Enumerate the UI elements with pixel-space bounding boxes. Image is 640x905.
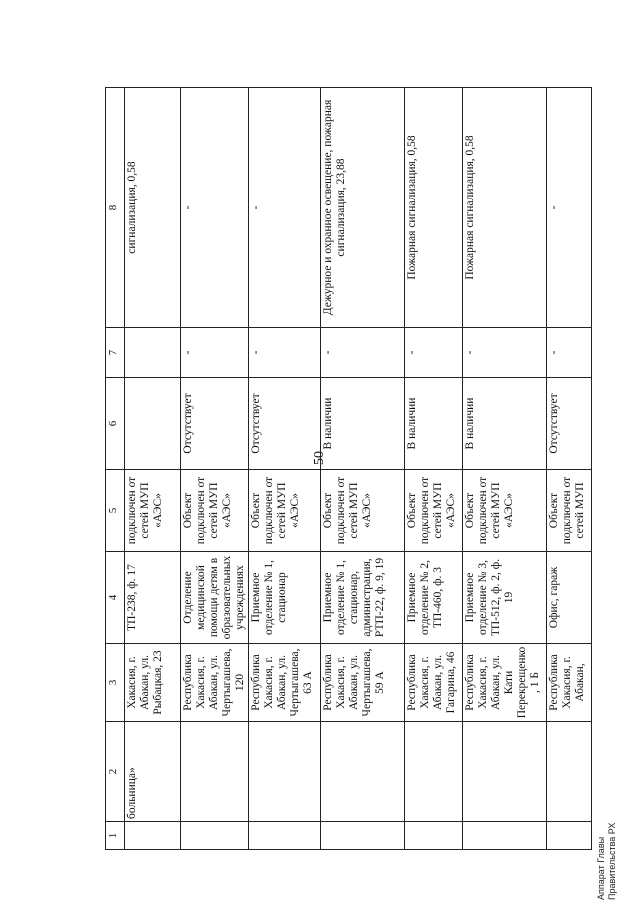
table-cell: Отсутствует: [249, 378, 321, 470]
table-cell: Пожарная сигнализация, 0,58: [405, 88, 463, 328]
table-cell: [463, 722, 547, 822]
table-cell: Отсутствует: [181, 378, 249, 470]
column-header: 4: [106, 552, 125, 644]
table-cell: [249, 822, 321, 850]
header-row: [106, 88, 125, 850]
table-cell: Приемное отделение № 1, стационар: [249, 552, 321, 644]
table-cell: [321, 822, 405, 850]
stamp-line: Аппарат Главы: [596, 836, 606, 900]
table-cell: Объект подключен от сетей МУП: [547, 470, 592, 552]
rotated-table-container: [105, 88, 590, 850]
table-cell: В наличии: [463, 378, 547, 470]
table-cell: В наличии: [321, 378, 405, 470]
table-cell: Республика Хакасия, г. Абакан,: [547, 644, 592, 722]
column-header: 3: [106, 644, 125, 722]
stamp-line: Правительства РХ: [607, 822, 617, 900]
table-cell: Республика Хакасия, г. Абакан, ул. Чертыгашева, 63 А: [249, 644, 321, 722]
table-cell: Республика Хакасия, г. Абакан, ул. Чертыгашева, 120: [181, 644, 249, 722]
table-cell: [181, 722, 249, 822]
table-cell: [463, 822, 547, 850]
column-header: 5: [106, 470, 125, 552]
column-header: 1: [106, 822, 125, 850]
table-row: [249, 88, 321, 850]
table-cell: Объект подключен от сетей МУП «АЭС»: [181, 470, 249, 552]
table-cell: -: [463, 328, 547, 378]
table-cell: -: [405, 328, 463, 378]
table-cell: Объект подключен от сетей МУП «АЭС»: [249, 470, 321, 552]
column-header: 7: [106, 328, 125, 378]
table-cell: [125, 378, 181, 470]
table-cell: ТП-238, ф. 17: [125, 552, 181, 644]
table-cell: подключен от сетей МУП «АЭС»: [125, 470, 181, 552]
page-number: 50: [312, 451, 327, 465]
table-row: [321, 88, 405, 850]
table-cell: [321, 722, 405, 822]
table-cell: Дежурное и охранное освещение, пожарная сигнализация, 23,88: [321, 88, 405, 328]
table-cell: Объект подключен от сетей МУП «АЭС»: [405, 470, 463, 552]
table-cell: -: [249, 88, 321, 328]
table-cell: Республика Хакасия, г. Абакан, ул. Чертыгашева, 59 А: [321, 644, 405, 722]
table-cell: -: [547, 88, 592, 328]
table-cell: [405, 822, 463, 850]
data-table: [105, 87, 592, 850]
table-cell: Приемное отделение № 3, ТП-512, ф. 2, ф. 19: [463, 552, 547, 644]
table-cell: В наличии: [405, 378, 463, 470]
table-cell: Приемное отделение № 2, ТП-460, ф. 3: [405, 552, 463, 644]
column-header: 6: [106, 378, 125, 470]
table-cell: Хакасия, г. Абакан, ул. Рыбацкая, 23: [125, 644, 181, 722]
table-cell: Пожарная сигнализация, 0,58: [463, 88, 547, 328]
column-header: 2: [106, 722, 125, 822]
table-cell: Объект подключен от сетей МУП «АЭС»: [463, 470, 547, 552]
table-cell: Приемное отделение № 1, стационар, администрация, РТП-22, ф. 9, 19: [321, 552, 405, 644]
column-header: 8: [106, 88, 125, 328]
table-cell: [181, 822, 249, 850]
table-cell: больница»: [125, 722, 181, 822]
table-cell: -: [249, 328, 321, 378]
table-cell: Отсутствует: [547, 378, 592, 470]
table-cell: Отделение медицинской помощи детям в образовательных учреждениях: [181, 552, 249, 644]
table-row: [463, 88, 547, 850]
table-cell: Республика Хакасия, г. Абакан, ул. Кати Перекрещенко, 1 Б: [463, 644, 547, 722]
office-stamp: [596, 823, 618, 900]
table-row: [125, 88, 181, 850]
table-cell: -: [181, 88, 249, 328]
table-cell: [547, 822, 592, 850]
table-cell: Республика Хакасия, г. Абакан, ул. Гагарина, 46: [405, 644, 463, 722]
table-cell: -: [181, 328, 249, 378]
table-row: [405, 88, 463, 850]
table-row: [547, 88, 592, 850]
table-cell: [125, 328, 181, 378]
table-cell: Офис, гараж: [547, 552, 592, 644]
table-row: [181, 88, 249, 850]
table-cell: сигнализация, 0,58: [125, 88, 181, 328]
table-cell: -: [547, 328, 592, 378]
table-cell: -: [321, 328, 405, 378]
table-cell: [547, 722, 592, 822]
table-cell: [249, 722, 321, 822]
table-cell: Объект подключен от сетей МУП «АЭС»: [321, 470, 405, 552]
table-cell: [125, 822, 181, 850]
table-cell: [405, 722, 463, 822]
